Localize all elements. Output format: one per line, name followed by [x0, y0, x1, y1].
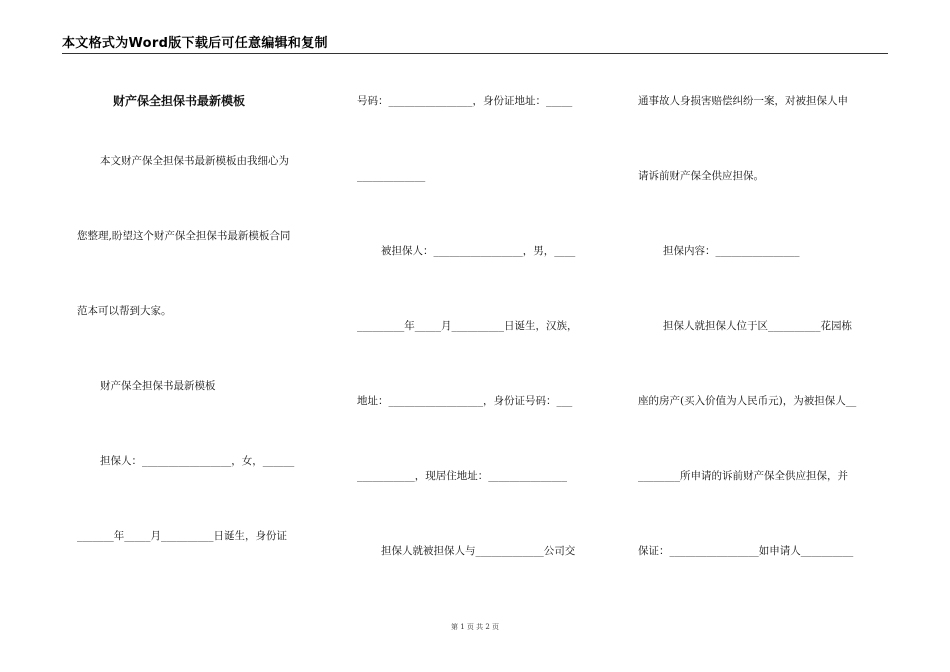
paragraph-line: 范本可以帮到大家。	[77, 305, 172, 317]
paragraph-line: _______年_____月__________日诞生，身份证	[77, 530, 287, 542]
paragraph-line: 担保人就被担保人与_____________公司交	[381, 545, 576, 557]
paragraph-line: 被担保人：_________________，男，____	[381, 245, 576, 257]
paragraph-line: 通事故人身损害赔偿纠纷一案，对被担保人申	[638, 95, 848, 107]
paragraph-line: 请诉前财产保全供应担保。	[638, 170, 764, 182]
paragraph-line: 财产保全担保书最新模板	[100, 380, 216, 392]
paragraph-line: ________所申请的诉前财产保全供应担保，并	[638, 470, 848, 482]
paragraph-line: 座的房产(买入价值为人民币元)，为被担保人__	[638, 395, 857, 407]
header-banner-text: 本文格式为Word版下载后可任意编辑和复制	[62, 36, 328, 51]
page-number-footer: 第 1 页 共 2 页	[450, 623, 500, 631]
paragraph-line: 本文财产保全担保书最新模板由我细心为	[100, 155, 289, 167]
paragraph-line: 担保内容：________________	[663, 245, 800, 257]
paragraph-line: 担保人：_________________，女，______	[100, 455, 295, 467]
paragraph-line: 地址：__________________，身份证号码：___	[357, 395, 573, 407]
paragraph-line: 担保人就担保人位于区__________花园栋	[663, 320, 852, 332]
paragraph-line: _____________	[357, 170, 426, 182]
paragraph-line: 号码：________________，身份证地址：_____	[357, 95, 573, 107]
paragraph-line: ___________，现居住地址：_______________	[357, 470, 567, 482]
paragraph-line: _________年_____月__________日诞生，汉族，	[357, 320, 578, 332]
paragraph-line: 您整理,盼望这个财产保全担保书最新模板合同	[77, 230, 291, 242]
page-header	[62, 32, 888, 54]
document-title: 财产保全担保书最新模板	[113, 94, 246, 108]
paragraph-line: 保证：_________________如申请人__________	[638, 545, 854, 557]
